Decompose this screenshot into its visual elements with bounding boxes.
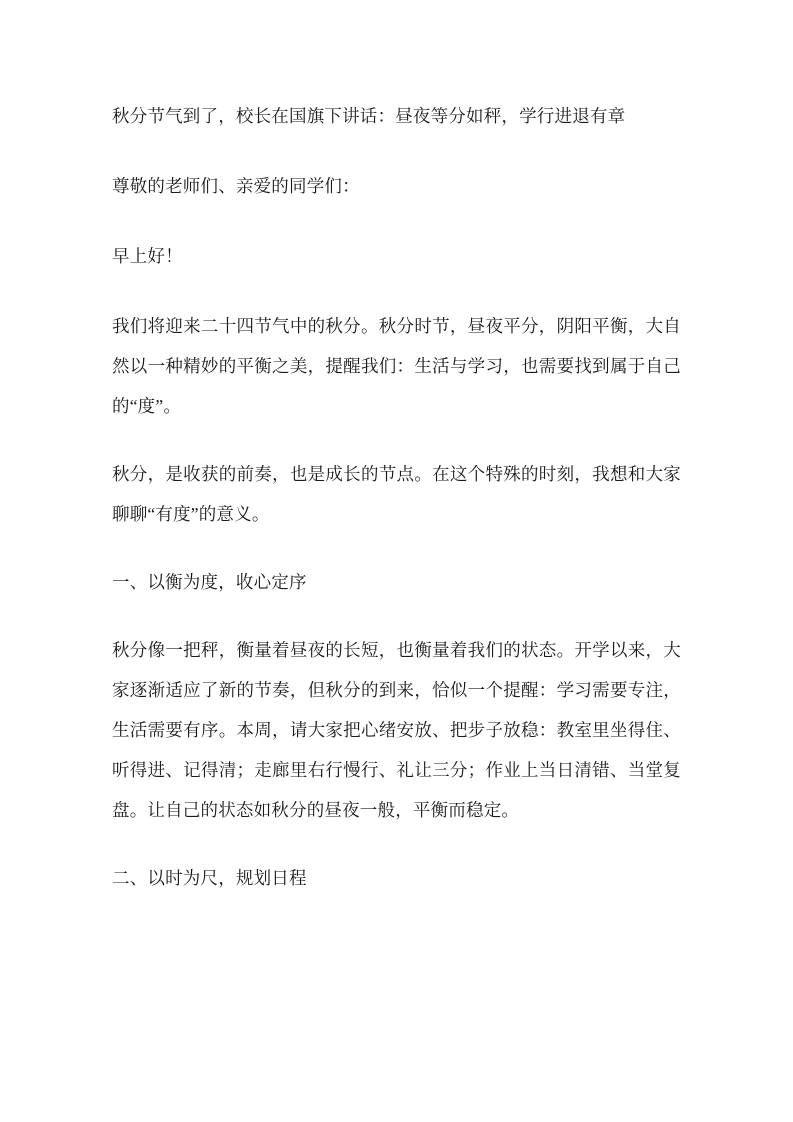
document-paragraph-theme: 秋分，是收获的前奏，也是成长的节点。在这个特殊的时刻，我想和大家聊聊“有度”的意义。: [112, 464, 681, 524]
document-paragraph-title: 秋分节气到了，校长在国旗下讲话：昼夜等分如秤，学行进退有章: [112, 106, 626, 126]
document-heading-section-two: 二、以时为尺，规划日程: [112, 868, 307, 888]
document-paragraph-intro: 我们将迎来二十四节气中的秋分。秋分时节，昼夜平分，阴阳平衡，大自然以一种精妙的平衡之美，提醒我们：生活与学习，也需要找到属于自己的“度”。: [112, 316, 681, 416]
document-paragraph-greeting: 早上好！: [112, 246, 183, 266]
document-body: [112, 96, 681, 898]
document-heading-section-one: 一、以衡为度，收心定序: [112, 572, 307, 592]
document-paragraph-section-one-body: 秋分像一把秤，衡量着昼夜的长短，也衡量着我们的状态。开学以来，大家逐渐适应了新的节奏，但秋分的到来，恰似一个提醒：学习需要专注，生活需要有序。本周，请大家把心绪安放、把步子放稳：教室里坐得住、听得进、记得清；走廊里右行慢行、礼让三分；作业上当日清错、当堂复盘。让自己的状态如秋分的昼夜一般，平衡而稳定。: [112, 640, 681, 820]
document-paragraph-salutation: 尊敬的老师们、亲爱的同学们：: [112, 176, 360, 196]
